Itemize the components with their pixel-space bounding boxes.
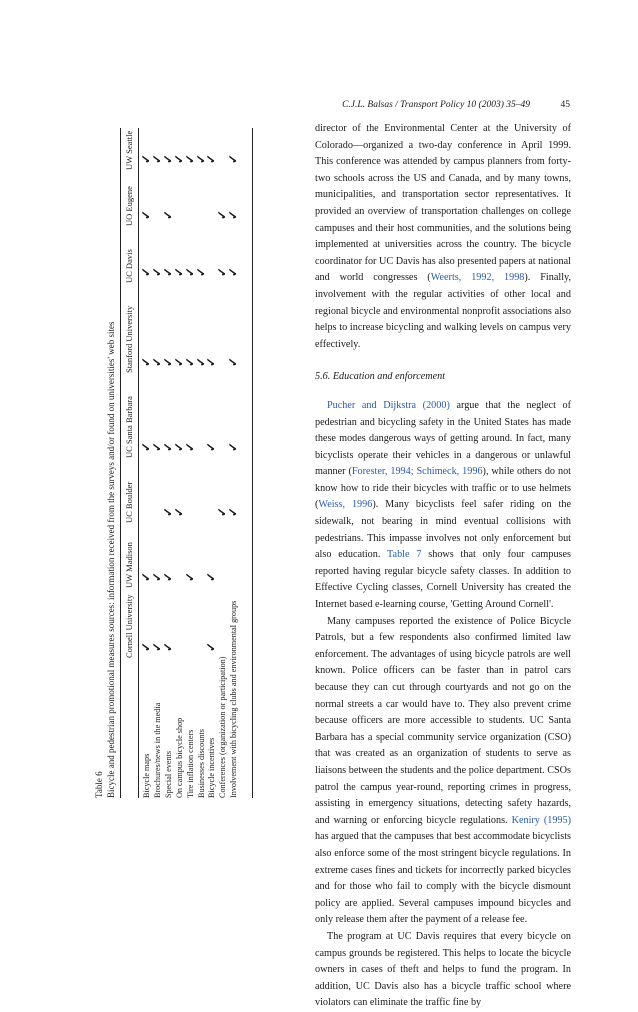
column-header: UC Santa Barbara xyxy=(124,396,134,458)
check-mark-icon: ✓ xyxy=(139,641,153,652)
section-heading: 5.6. Education and enforcement xyxy=(315,371,446,383)
check-mark-icon: ✓ xyxy=(182,153,197,164)
table-bottom-rule xyxy=(252,128,253,798)
page-number: 45 xyxy=(560,100,570,110)
table-row xyxy=(204,128,219,798)
row-label: Businesses discounts xyxy=(196,729,206,798)
table-top-rule xyxy=(120,128,121,798)
column-header: UW Madison xyxy=(124,542,134,588)
check-mark-icon: ✓ xyxy=(160,356,175,367)
row-label: Brochures/news in the media xyxy=(152,702,162,798)
column-header: UW Seattle xyxy=(124,130,134,170)
check-mark-icon: ✓ xyxy=(204,356,219,367)
check-mark-icon: ✓ xyxy=(139,209,153,220)
check-mark-icon: ✓ xyxy=(149,266,164,277)
citation-link[interactable]: Keniry (1995) xyxy=(511,814,572,826)
table-row xyxy=(182,128,197,798)
citation-link[interactable]: Forester, 1994; Schimeck, 1996 xyxy=(351,466,483,478)
column-header: Stanford University xyxy=(124,305,134,373)
check-mark-icon: ✓ xyxy=(160,506,175,517)
check-mark-icon: ✓ xyxy=(193,153,208,164)
table-row xyxy=(160,128,175,798)
check-mark-icon: ✓ xyxy=(226,441,241,452)
check-mark-icon: ✓ xyxy=(226,209,241,220)
table-link[interactable]: Table 7 xyxy=(387,549,422,561)
citation-link[interactable]: Weiss, 1996 xyxy=(318,499,373,511)
check-mark-icon: ✓ xyxy=(182,266,197,277)
citation-link[interactable]: Weerts, 1992, 1998 xyxy=(430,272,525,284)
check-mark-icon: ✓ xyxy=(171,266,186,277)
check-mark-icon: ✓ xyxy=(160,266,175,277)
paragraph: Many campuses reported the existence of Police Bicycle Patrols, but a few respondents also confirmed limited law enforcement. The advantages of using bicycle patrols are well known. Police officers can be faster than in patrol cars because they can cut through courtyards and not go on the normal streets a car would have to. They also prevent crime because officers are more accessible to students. UC Santa Barbara has a special community service organization (CSO) that was created as an organization of students to serve as liaisons between the students and the police department. CSOs patrol the campus year-round, reporting crimes in progress, assisting in emergency situations, detecting safety hazards, and warning or enforcing bicycle regulations. Keniry (1995) has argued that the campuses that best accommodate bicyclists also enforce some of the most stringent bicycle regulations. In extreme cases fines and tickets for incorrectly parked bicycles and for those who fail to comply with the bicycle dismount policy are applied. Several campuses impound bicycles and only release them after the payment of a release fee. xyxy=(315,615,572,926)
row-label: Involvement with bicycling clubs and environmental groups xyxy=(229,600,239,798)
check-mark-icon: ✓ xyxy=(226,506,241,517)
body-text xyxy=(315,121,571,1012)
check-mark-icon: ✓ xyxy=(149,153,164,164)
check-mark-icon: ✓ xyxy=(226,266,241,277)
check-mark-icon: ✓ xyxy=(215,506,230,517)
check-mark-icon: ✓ xyxy=(226,356,241,367)
column-header: Cornell University xyxy=(124,594,134,658)
check-mark-icon: ✓ xyxy=(139,571,153,582)
check-mark-icon: ✓ xyxy=(204,153,219,164)
paragraph: Pucher and Dijkstra (2000) argue that the neglect of pedestrian and bicycling safety in the United States has made these modes dangerous ways of getting around. In fact, many bicyclists operate their vehicles in a dangerous or unlawful manner (Forester, 1994; Schimeck, 1996), while others do not know how to ride their bicycles with traffic or to use helmets (Weiss, 1996). Many bicyclists feel safer riding on the sidewalk, not bearing in mind eventual collisions with pedestrians. This impasse involves not only enforcement but also education. Table 7 shows that only four campuses reported having regular bicycle safety classes. In addition to Effective Cycling classes, Cornell University has created the Internet based e-learning course, 'Getting Around Cornell'. xyxy=(315,399,572,611)
check-mark-icon: ✓ xyxy=(171,356,186,367)
table-row xyxy=(215,128,230,798)
row-label: Special events xyxy=(163,750,173,798)
citation-link[interactable]: Pucher and Dijkstra (2000) xyxy=(327,399,450,411)
check-mark-icon: ✓ xyxy=(160,153,175,164)
table-row xyxy=(171,128,186,798)
check-mark-icon: ✓ xyxy=(139,356,153,367)
column-header: UO Eugene xyxy=(124,186,134,226)
check-mark-icon: ✓ xyxy=(149,641,164,652)
table-row xyxy=(149,128,164,798)
paragraph: The program at UC Davis requires that every bicycle on campus grounds be registered. This helps to locate the bicycle owners in cases of theft and helps to fund the program. In addition, UC Davis also has a bicycle traffic school where violators can eliminate the traffic fine by xyxy=(315,930,571,1009)
row-label: On campus bicycle shop xyxy=(174,717,184,798)
paragraph: director of the Environmental Center at the University of Colorado—organized a two-day conference in April 1999. This conference was attended by campus planners from forty-two schools across the US and Canada, and by many towns, municipalities, and transportation sector representatives. It provided an overview of transportation challenges on college campuses and their host communities, and the solutions being implemented at universities across the country. The bicycle coordinator for UC Davis has also presented papers at national and world congresses (Weerts, 1992, 1998). Finally, involvement with the regular activities of other local and regional bicycle and environmental nonprofit associations also helps to increase bicycling and walking levels on campus very effectively. xyxy=(315,123,571,350)
column-header: UC Davis xyxy=(124,249,134,283)
check-mark-icon: ✓ xyxy=(171,441,186,452)
check-mark-icon: ✓ xyxy=(139,153,153,164)
check-mark-icon: ✓ xyxy=(204,571,219,582)
table-row xyxy=(226,128,241,798)
row-label: Tire inflation centers xyxy=(185,729,195,798)
check-mark-icon: ✓ xyxy=(226,153,241,164)
check-mark-icon: ✓ xyxy=(215,209,230,220)
check-mark-icon: ✓ xyxy=(149,571,164,582)
journal-citation: C.J.L. Balsas / Transport Policy 10 (2003) 35–49 xyxy=(342,100,530,110)
column-header: UC Boulder xyxy=(124,481,134,523)
table-caption: Bicycle and pedestrian promotional measures sources: information received from the surveys and/or found on universities' web sites xyxy=(106,321,116,798)
row-label: Bicycle incentives xyxy=(207,737,217,798)
check-mark-icon: ✓ xyxy=(182,441,197,452)
check-mark-icon: ✓ xyxy=(160,571,175,582)
table-header-rule xyxy=(138,128,139,798)
check-mark-icon: ✓ xyxy=(149,356,164,367)
check-mark-icon: ✓ xyxy=(193,266,208,277)
check-mark-icon: ✓ xyxy=(204,441,219,452)
check-mark-icon: ✓ xyxy=(139,266,153,277)
table-6 xyxy=(82,118,262,798)
row-label: Conferences (organization or participation) xyxy=(218,656,228,798)
check-mark-icon: ✓ xyxy=(171,153,186,164)
check-mark-icon: ✓ xyxy=(171,506,186,517)
check-mark-icon: ✓ xyxy=(160,441,175,452)
running-head xyxy=(315,100,570,114)
check-mark-icon: ✓ xyxy=(182,356,197,367)
check-mark-icon: ✓ xyxy=(160,641,175,652)
check-mark-icon: ✓ xyxy=(160,209,175,220)
row-label: Bicycle maps xyxy=(142,753,151,798)
table-label: Table 6 xyxy=(94,771,104,798)
check-mark-icon: ✓ xyxy=(193,356,208,367)
check-mark-icon: ✓ xyxy=(149,441,164,452)
check-mark-icon: ✓ xyxy=(139,441,153,452)
check-mark-icon: ✓ xyxy=(204,641,219,652)
table-row xyxy=(139,128,153,798)
check-mark-icon: ✓ xyxy=(215,266,230,277)
table-row xyxy=(193,128,208,798)
check-mark-icon: ✓ xyxy=(182,571,197,582)
